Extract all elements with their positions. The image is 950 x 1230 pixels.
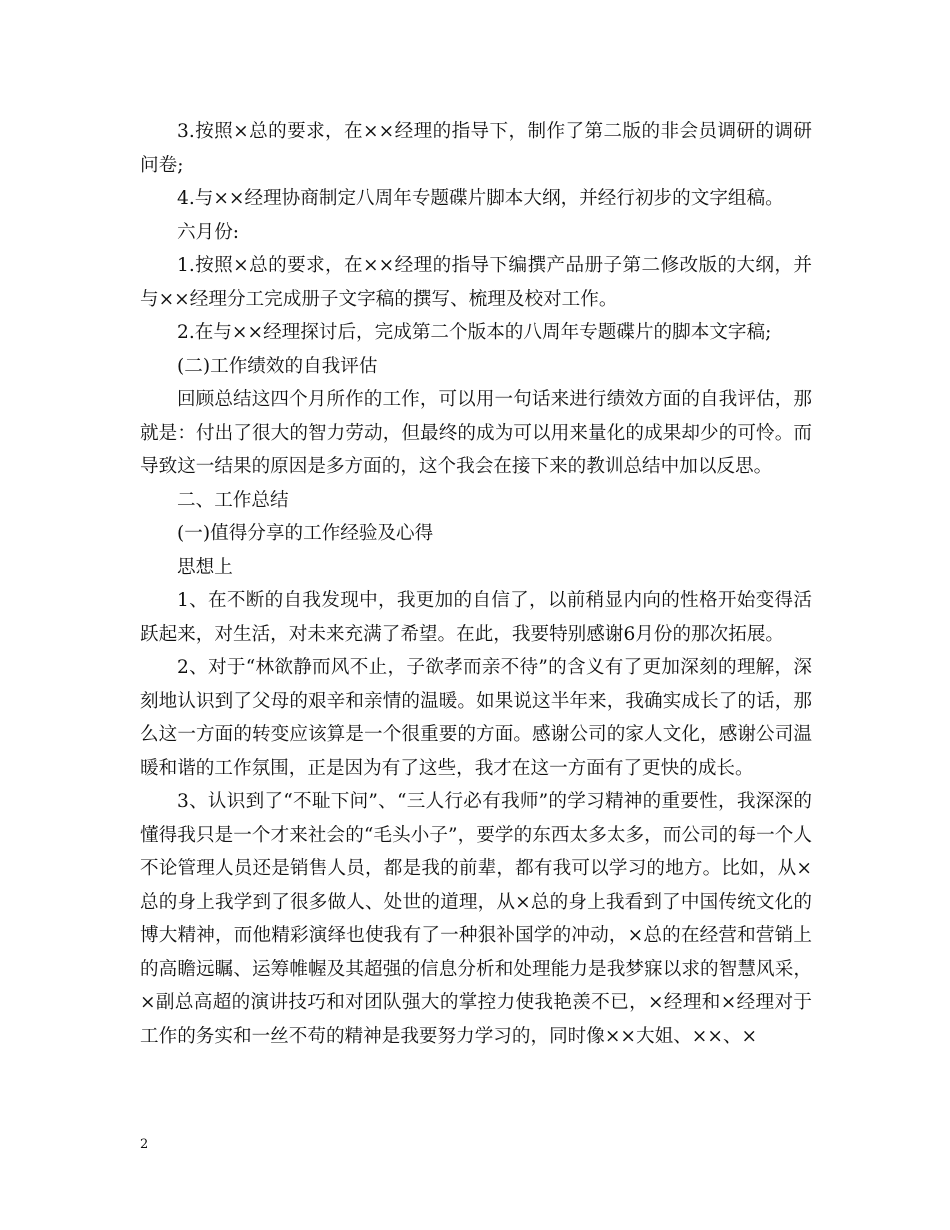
document-body bbox=[140, 115, 812, 1053]
paragraph: 2、对于“林欲静而风不止，子欲孝而亲不待”的含义有了更加深刻的理解，深刻地认识到了父母的艰辛和亲情的温暖。如果说这半年来，我确实成长了的话，那么这一方面的转变应该算是一个很重要的方面。感谢公司的家人文化，感谢公司温暖和谐的工作氛围，正是因为有了这些，我才在这一方面有了更快的成长。 bbox=[140, 657, 812, 779]
section-heading: 思想上 bbox=[177, 556, 233, 578]
section-heading: (二)工作绩效的自我评估 bbox=[177, 355, 378, 377]
paragraph: 2.在与××经理探讨后，完成第二个版本的八周年专题碟片的脚本文字稿; bbox=[177, 322, 772, 343]
section-heading: (一)值得分享的工作经验及心得 bbox=[177, 523, 434, 544]
paragraph: 1、在不断的自我发现中，我更加的自信了，以前稍显内向的性格开始变得活跃起来，对生活，对未来充满了希望。在此，我要特别感谢6月份的那次拓展。 bbox=[140, 590, 812, 645]
section-heading: 二、工作总结 bbox=[177, 489, 289, 511]
paragraph: 3.按照×总的要求，在××经理的指导下，制作了第二版的非会员调研的调研问卷; bbox=[140, 121, 812, 176]
paragraph: 3、认识到了“不耻下问”、“三人行必有我师”的学习精神的重要性，我深深的懂得我只是一个才来社会的“毛头小子”，要学的东西太多太多，而公司的每一个人不论管理人员还是销售人员，都是我的前辈，都有我可以学习的地方。比如，从×总的身上我学到了很多做人、处世的道理，从×总的身上我看到了中国传统文化的博大精神，而他精彩演绎也使我有了一种狠补国学的冲动，×总的在经营和营销上的高瞻远瞩、运筹帷幄及其超强的信息分析和处理能力是我梦寐以求的智慧风采，×副总高超的演讲技巧和对团队强大的掌控力使我艳羡不已，×经理和×经理对于工作的务实和一丝不苟的精神是我要努力学习的，同时像××大姐、××、× bbox=[140, 791, 812, 1047]
section-heading: 六月份: bbox=[177, 221, 240, 243]
paragraph: 回顾总结这四个月所作的工作，可以用一句话来进行绩效方面的自我评估，那就是：付出了很大的智力劳动，但最终的成为可以用来量化的成果却少的可怜。而导致这一结果的原因是多方面的，这个我会在接下来的教训总结中加以反思。 bbox=[140, 389, 812, 477]
paragraph: 1.按照×总的要求，在××经理的指导下编撰产品册子第二修改版的大纲，并与××经理分工完成册子文字稿的撰写、梳理及校对工作。 bbox=[140, 255, 812, 310]
paragraph: 4.与××经理协商制定八周年专题碟片脚本大纲，并经行初步的文字组稿。 bbox=[177, 188, 784, 209]
page-number: 2 bbox=[140, 1137, 149, 1152]
